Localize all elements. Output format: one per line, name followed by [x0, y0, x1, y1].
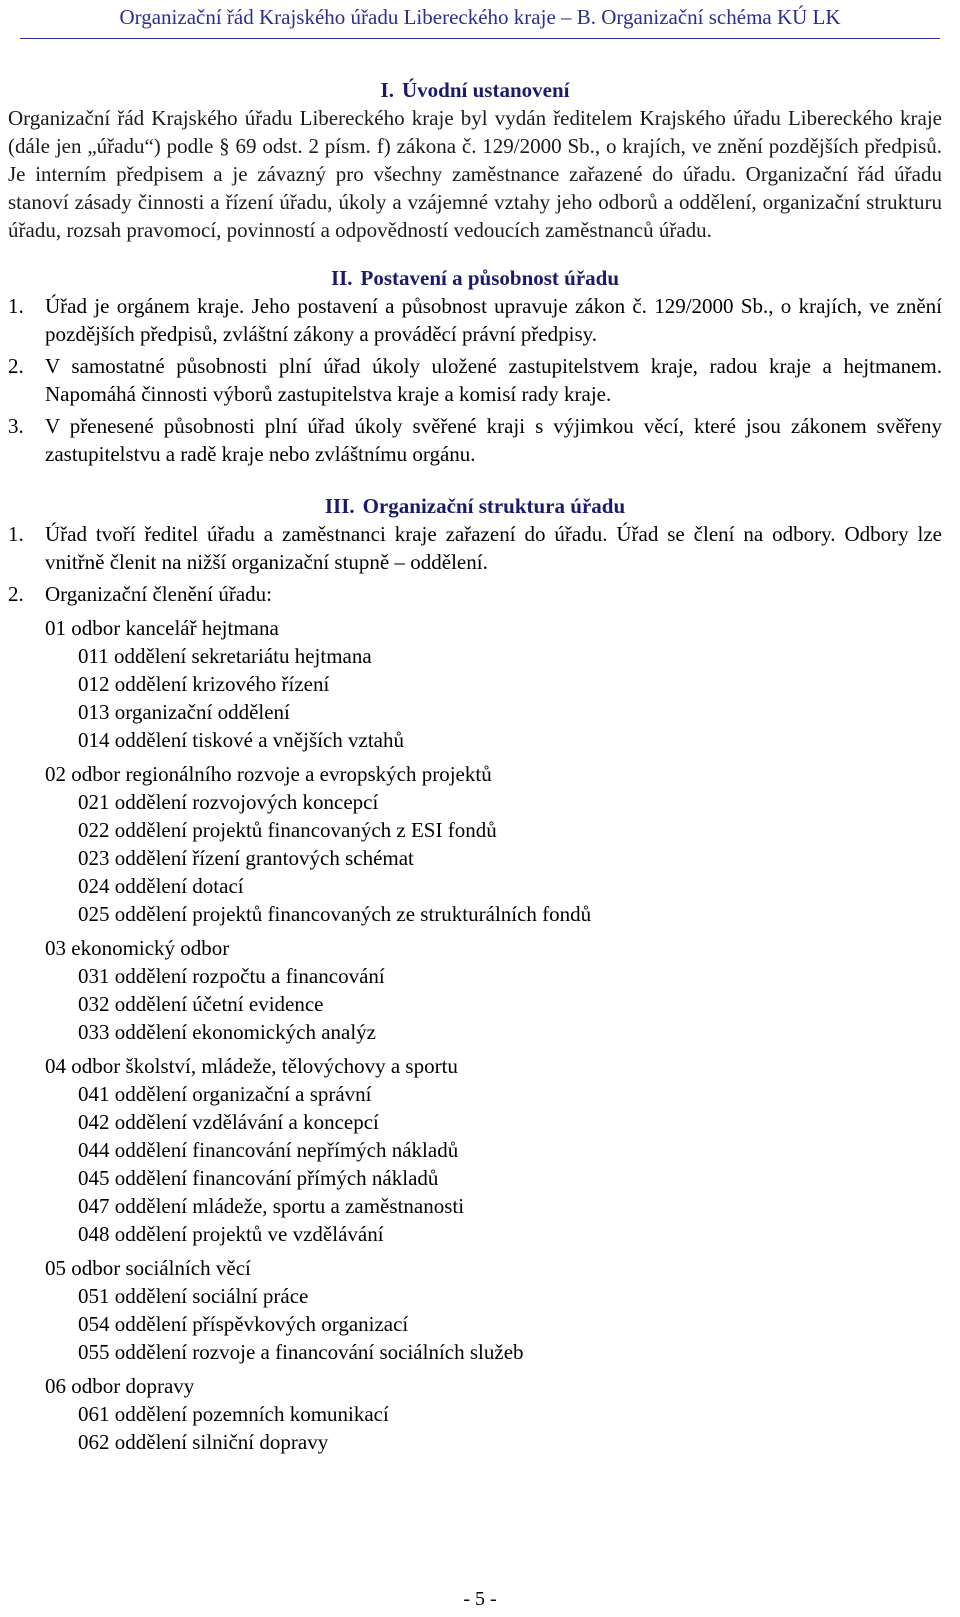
oddeleni-item: 045 oddělení financování přímých nákladů — [78, 1166, 439, 1190]
item-text: V samostatné působnosti plní úřad úkoly uložené zastupitelstvem kraje, radou kraje a hejtmanem. Napomáhá činnosti výborů zastupitelstva kraje a komisí rady kraje. — [45, 354, 942, 406]
section-title: Úvodní ustanovení — [401, 78, 570, 102]
odbor-block — [45, 1254, 942, 1366]
oddeleni-item: 023 oddělení řízení grantových schémat — [78, 846, 414, 870]
odbor-title: 01 odbor kancelář hejtmana — [45, 616, 279, 640]
document-body — [8, 76, 942, 1456]
list-item — [8, 352, 942, 408]
section-number: II. — [330, 266, 353, 290]
oddeleni-item: 047 oddělení mládeže, sportu a zaměstnanosti — [78, 1194, 465, 1218]
oddeleni-item: 025 oddělení projektů financovaných ze strukturálních fondů — [78, 902, 592, 926]
item-text: Úřad je orgánem kraje. Jeho postavení a působnost upravuje zákon č. 129/2000 Sb., o krajích, ve znění pozdějších předpisů, zvláštní zákony a prováděcí právní předpisy. — [45, 294, 942, 346]
odbor-block — [45, 614, 942, 754]
oddeleni-item: 021 oddělení rozvojových koncepcí — [78, 790, 379, 814]
section-2-list — [8, 292, 942, 468]
oddeleni-item: 022 oddělení projektů financovaných z ESI fondů — [78, 818, 497, 842]
page-number: - 5 - — [463, 1588, 497, 1610]
org-structure-list — [8, 614, 942, 1456]
odbor-title: 03 ekonomický odbor — [45, 936, 230, 960]
oddeleni-item: 041 oddělení organizační a správní — [78, 1082, 372, 1106]
list-item — [8, 520, 942, 576]
section-heading-2 — [8, 264, 942, 292]
section-title: Organizační struktura úřadu — [362, 494, 626, 518]
oddeleni-item: 061 oddělení pozemních komunikací — [78, 1402, 389, 1426]
section-3-list — [8, 520, 942, 608]
item-number: 2. — [8, 582, 24, 606]
list-item — [8, 580, 942, 608]
item-text: V přenesené působnosti plní úřad úkoly svěřené kraji s výjimkou věcí, které jsou zákonem svěřeny zastupitelstvu a radě kraje nebo zvláštnímu orgánu. — [45, 414, 942, 466]
oddeleni-item: 062 oddělení silniční dopravy — [78, 1430, 329, 1454]
item-number: 3. — [8, 414, 24, 438]
oddeleni-item: 033 oddělení ekonomických analýz — [78, 1020, 376, 1044]
oddeleni-item: 014 oddělení tiskové a vnějších vztahů — [78, 728, 405, 752]
odbor-block — [45, 1052, 942, 1248]
item-text: Organizační členění úřadu: — [45, 582, 273, 606]
odbor-block — [45, 1372, 942, 1456]
oddeleni-item: 013 organizační oddělení — [78, 700, 290, 724]
odbor-block — [45, 760, 942, 928]
item-number: 2. — [8, 354, 24, 378]
list-item — [8, 292, 942, 348]
odbor-title: 06 odbor dopravy — [45, 1374, 195, 1398]
odbor-title: 04 odbor školství, mládeže, tělovýchovy a sportu — [45, 1054, 458, 1078]
section-number: I. — [380, 78, 394, 102]
odbor-title: 05 odbor sociálních věcí — [45, 1256, 251, 1280]
list-item — [8, 412, 942, 468]
oddeleni-item: 048 oddělení projektů ve vzdělávání — [78, 1222, 384, 1246]
odbor-title: 02 odbor regionálního rozvoje a evropských projektů — [45, 762, 492, 786]
section-title: Postavení a působnost úřadu — [360, 266, 620, 290]
oddeleni-item: 044 oddělení financování nepřímých nákladů — [78, 1138, 459, 1162]
oddeleni-item: 042 oddělení vzdělávání a koncepcí — [78, 1110, 379, 1134]
header-title: Organizační řád Krajského úřadu Libereckého kraje – B. Organizační schéma KÚ LK — [119, 5, 841, 29]
item-number: 1. — [8, 522, 24, 546]
oddeleni-item: 054 oddělení příspěvkových organizací — [78, 1312, 409, 1336]
intro-paragraph: Organizační řád Krajského úřadu Libereckého kraje byl vydán ředitelem Krajského úřadu Libereckého kraje (dále jen „úřadu“) podle § 69 odst. 2 písm. f) zákona č. 129/2000 Sb., o krajích, ve znění pozdějších předpisů. Je interním předpisem a je závazný pro všechny zaměstnance zařazené do úřadu. Organizační řád úřadu stanoví zásady činnosti a řízení úřadu, úkoly a vzájemné vztahy jeho odborů a oddělení, organizační strukturu úřadu, rozsah pravomocí, povinností a odpovědností vedoucích zaměstnanců úřadu. — [8, 106, 942, 242]
section-heading-3 — [8, 492, 942, 520]
odbor-block — [45, 934, 942, 1046]
section-number: III. — [324, 494, 355, 518]
page-header — [20, 0, 940, 39]
item-number: 1. — [8, 294, 24, 318]
oddeleni-item: 011 oddělení sekretariátu hejtmana — [78, 644, 372, 668]
item-text: Úřad tvoří ředitel úřadu a zaměstnanci kraje zařazení do úřadu. Úřad se člení na odbory. Odbory lze vnitřně členit na nižší organizační stupně – oddělení. — [45, 522, 942, 574]
oddeleni-item: 024 oddělení dotací — [78, 874, 244, 898]
oddeleni-item: 012 oddělení krizového řízení — [78, 672, 330, 696]
oddeleni-item: 055 oddělení rozvoje a financování sociálních služeb — [78, 1340, 524, 1364]
oddeleni-item: 051 oddělení sociální práce — [78, 1284, 309, 1308]
oddeleni-item: 032 oddělení účetní evidence — [78, 992, 324, 1016]
section-heading-1 — [8, 76, 942, 104]
oddeleni-item: 031 oddělení rozpočtu a financování — [78, 964, 385, 988]
